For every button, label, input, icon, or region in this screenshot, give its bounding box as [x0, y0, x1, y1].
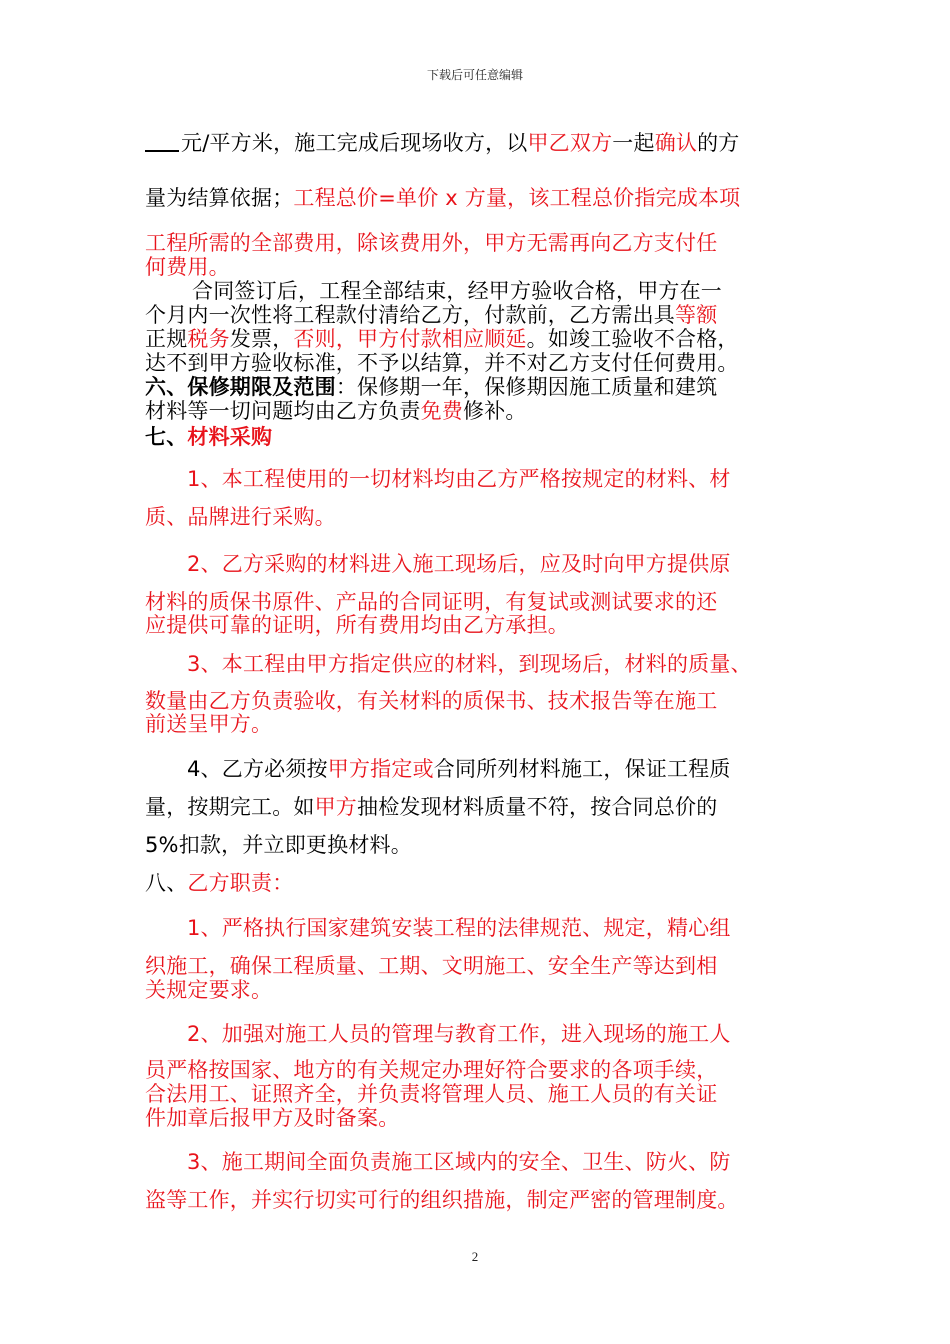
- paragraph-start: 合同签订后，工程全部结束，经甲方验收合格，甲方在一: [192, 279, 722, 303]
- text-line: 件加章后报甲方及时备案。: [145, 1106, 400, 1130]
- text-line: 何费用。: [145, 255, 230, 279]
- text-line: 盗等工作，并实行切实可行的组织措施，制定严密的管理制度。: [145, 1188, 739, 1212]
- section-heading-duties: 八、乙方职责：: [145, 871, 294, 895]
- page-number: 2: [471, 1249, 479, 1264]
- text-line: 元/平方米，施工完成后现场收方，以甲乙双方一起确认的方: [145, 128, 825, 158]
- text-line: 量为结算依据；工程总价=单价 x 方量，该工程总价指完成本项: [145, 186, 741, 210]
- list-item: 1、本工程使用的一切材料均由乙方严格按规定的材料、材: [187, 467, 731, 491]
- text-line: 个月内一次性将工程款付清给乙方，付款前，乙方需出具等额: [145, 303, 718, 327]
- list-item: 3、本工程由甲方指定供应的材料，到现场后，材料的质量、: [187, 652, 752, 676]
- text-line: 员严格按国家、地方的有关规定办理好符合要求的各项手续，: [145, 1058, 718, 1082]
- list-item: 2、加强对施工人员的管理与教育工作，进入现场的施工人: [187, 1022, 731, 1046]
- list-item: 2、乙方采购的材料进入施工现场后，应及时向甲方提供原: [187, 552, 731, 576]
- text-line: 5%扣款，并立即更换材料。: [145, 833, 412, 857]
- section-heading-materials: 七、材料采购: [145, 425, 273, 449]
- text-line: 质、品牌进行采购。: [145, 505, 336, 529]
- text-line: 前送呈甲方。: [145, 712, 273, 736]
- text-line: 量，按期完工。如甲方抽检发现材料质量不符，按合同总价的: [145, 795, 718, 819]
- text-line: 应提供可靠的证明，所有费用均由乙方承担。: [145, 613, 569, 637]
- blank-underline: [145, 130, 179, 152]
- text-line: 材料等一切问题均由乙方负责免费修补。: [145, 399, 527, 423]
- section-heading-warranty: 六、保修期限及范围：保修期一年，保修期因施工质量和建筑: [145, 375, 718, 399]
- page-header: 下载后可任意编辑: [426, 68, 523, 82]
- list-item: 1、严格执行国家建筑安装工程的法律规范、规定，精心组: [187, 916, 731, 940]
- text-line: 达不到甲方验收标准，不予以结算，并不对乙方支付任何费用。: [145, 351, 739, 375]
- text-line: 材料的质保书原件、产品的合同证明，有复试或测试要求的还: [145, 590, 718, 614]
- text-line: 数量由乙方负责验收，有关材料的质保书、技术报告等在施工: [145, 689, 718, 713]
- text-line: 工程所需的全部费用，除该费用外，甲方无需再向乙方支付任: [145, 231, 718, 255]
- text-line: 织施工，确保工程质量、工期、文明施工、安全生产等达到相: [145, 954, 718, 978]
- text-line: 关规定要求。: [145, 978, 273, 1002]
- document-body: [145, 128, 825, 1215]
- list-item: 4、乙方必须按甲方指定或合同所列材料施工，保证工程质: [187, 757, 731, 781]
- list-item: 3、施工期间全面负责施工区域内的安全、卫生、防火、防: [187, 1150, 731, 1174]
- text-line: 合法用工、证照齐全，并负责将管理人员、施工人员的有关证: [145, 1082, 718, 1106]
- text-line: 正规税务发票，否则，甲方付款相应顺延。如竣工验收不合格，: [145, 327, 739, 351]
